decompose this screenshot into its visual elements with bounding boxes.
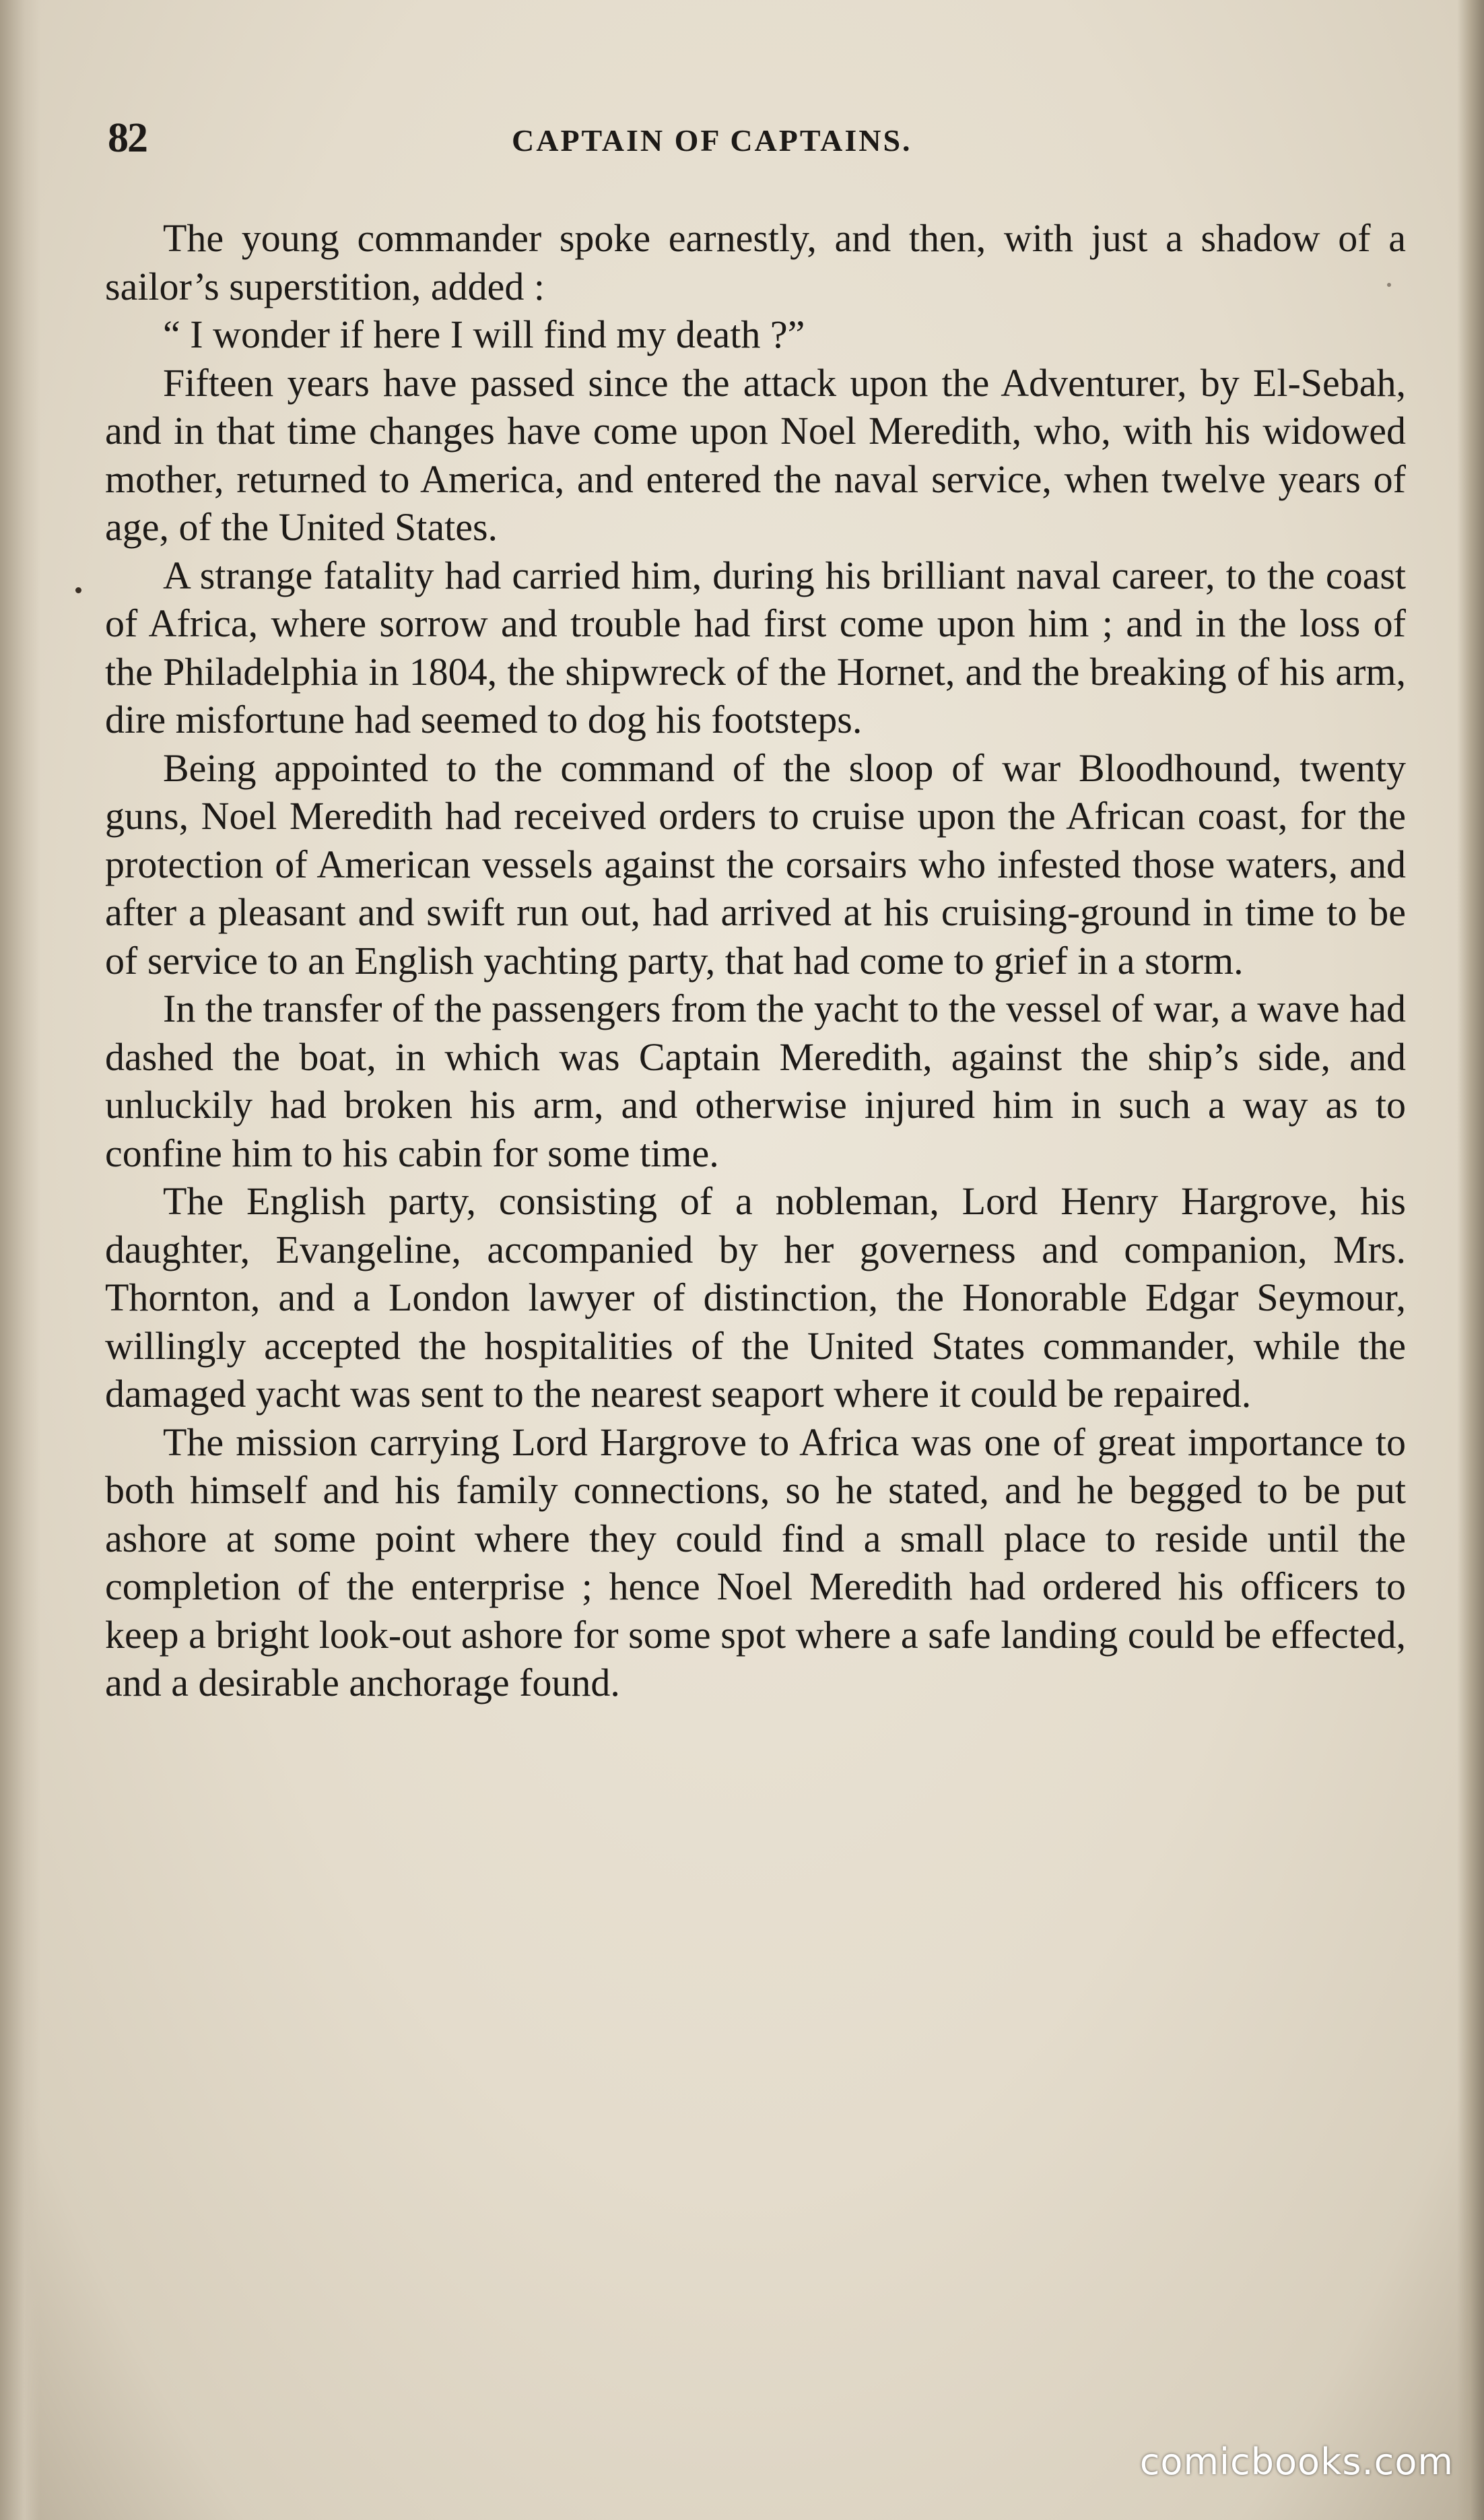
page-header <box>108 114 1387 168</box>
paragraph: In the transfer of the passengers from the yacht to the vessel of war, a wave had dashed the boat, in which was Captain Meredith, against the ship’s side, and unluckily had broken his arm, and otherwise injured him in such a way as to confine him to his cabin for some time. <box>105 987 1406 1175</box>
ink-speck <box>1387 283 1391 287</box>
paragraph: Being appointed to the command of the sloop of war Bloodhound, twenty guns, Noel Meredith had received orders to cruise upon the African coast, for the protection of American vessels against the corsairs who infested those waters, and after a pleasant and swift run out, had arrived at his cruising-ground in time to be of service to an English yachting party, that had come to grief in a storm. <box>105 745 1406 983</box>
page-right-edge-shadow <box>1457 0 1484 2520</box>
paragraph-quote: “ I wonder if here I will find my death ?” <box>163 312 805 356</box>
page-left-edge-shadow <box>0 0 40 2520</box>
ink-speck <box>75 587 81 593</box>
body-text <box>105 214 1406 1707</box>
page-number: 82 <box>108 115 147 161</box>
paragraph: The mission carrying Lord Hargrove to Africa was one of great importance to both himself and his family connections, so he stated, and he begged to be put ashore at some point where they could find a small place to reside until the completion of the enterprise ; hence Noel Meredith had ordered his officers to keep a bright look-out ashore for some spot where a safe landing could be effected, and a desirable anchorage found. <box>105 1420 1406 1704</box>
paragraph: The young commander spoke earnestly, and then, with just a shadow of a sailor’s superstition, added : <box>105 216 1406 308</box>
paragraph: The English party, consisting of a nobleman, Lord Henry Hargrove, his daughter, Evangeline, accompanied by her governess and companion, Mrs. Thornton, and a London lawyer of distinction, the Honorable Edgar Seymour, willingly accepted the hospitalities of the United States commander, while the damaged yacht was sent to the nearest seaport where it could be repaired. <box>105 1179 1406 1416</box>
paragraph: A strange fatality had carried him, during his brilliant naval career, to the coast of Africa, where sorrow and trouble had first come upon him ; and in the loss of the Philadelphia in 1804, the shipwreck of the Hornet, and the breaking of his arm, dire misfortune had seemed to dog his footsteps. <box>105 553 1406 741</box>
watermark: comicbooks.com <box>1139 2441 1454 2483</box>
running-head: CAPTAIN OF CAPTAINS. <box>512 123 912 158</box>
paragraph: Fifteen years have passed since the attack upon the Adventurer, by El-Sebah, and in that time changes have come upon Noel Meredith, who, with his widowed mother, returned to America, and entered the naval service, when twelve years of age, of the United States. <box>105 360 1406 549</box>
